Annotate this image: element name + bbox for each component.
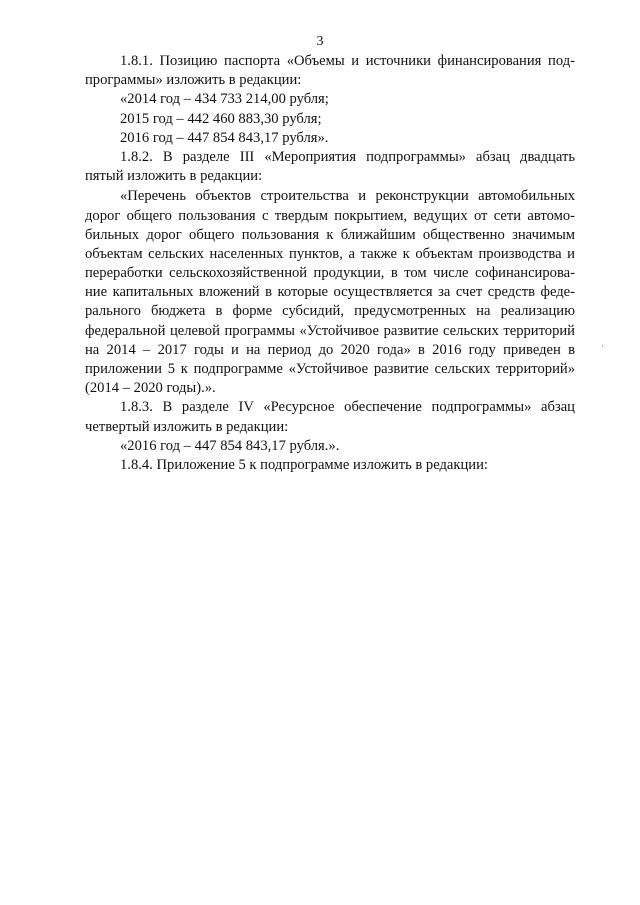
text-line: бильных дорог общего пользования к ближайшим общественно значимым: [85, 226, 575, 243]
text-line: пятый изложить в редакции:: [85, 168, 263, 185]
paragraph-1-8-4: [85, 456, 575, 475]
text-line: четвертый изложить в редакции:: [85, 418, 289, 435]
paragraph-1-8-3: [85, 398, 575, 456]
text-line: на 2014 – 2017 годы и на период до 2020 года» в 2016 году приведен в: [85, 341, 575, 358]
text-line: (2014 – 2020 годы).».: [85, 380, 216, 397]
text-line: «Перечень объектов строительства и реконструкции автомобильных: [120, 188, 575, 205]
scan-artifact: [602, 345, 603, 347]
text-line: программы» изложить в редакции:: [85, 72, 302, 89]
text-line: 2015 год – 442 460 883,30 рубля;: [120, 110, 322, 127]
text-line: «2014 год – 434 733 214,00 рубля;: [120, 91, 329, 108]
text-line: 1.8.1. Позицию паспорта «Объемы и источники финансирования под-: [120, 53, 575, 69]
text-line: объектам сельских населенных пунктов, а также к объектам производства и: [85, 245, 575, 262]
text-line: дорог общего пользования с твердым покрытием, ведущих от сети автомо-: [85, 207, 575, 224]
document-body: [85, 52, 575, 475]
text-line: федеральной целевой программы «Устойчивое развитие сельских территорий: [85, 322, 575, 339]
text-line: 1.8.4. Приложение 5 к подпрограмме изложить в редакции:: [120, 456, 488, 473]
text-line: «2016 год – 447 854 843,17 рубля.».: [120, 437, 340, 454]
text-line: 2016 год – 447 854 843,17 рубля».: [120, 129, 329, 146]
paragraph-1-8-1: [85, 52, 575, 148]
text-line: 1.8.2. В разделе III «Мероприятия подпрограммы» абзац двадцать: [120, 148, 575, 165]
text-line: приложении 5 к подпрограмме «Устойчивое развитие сельских территорий»: [85, 361, 575, 377]
paragraph-1-8-2: [85, 148, 575, 398]
text-line: ние капитальных вложений в которые осуществляется за счет средств феде-: [85, 284, 575, 301]
text-line: рального бюджета в форме субсидий, предусмотренных на реализацию: [85, 303, 575, 320]
text-line: переработки сельскохозяйственной продукции, в том числе софинансирова-: [85, 265, 575, 282]
page-number: 3: [316, 34, 324, 49]
text-line: 1.8.3. В разделе IV «Ресурсное обеспечение подпрограммы» абзац: [120, 399, 575, 416]
